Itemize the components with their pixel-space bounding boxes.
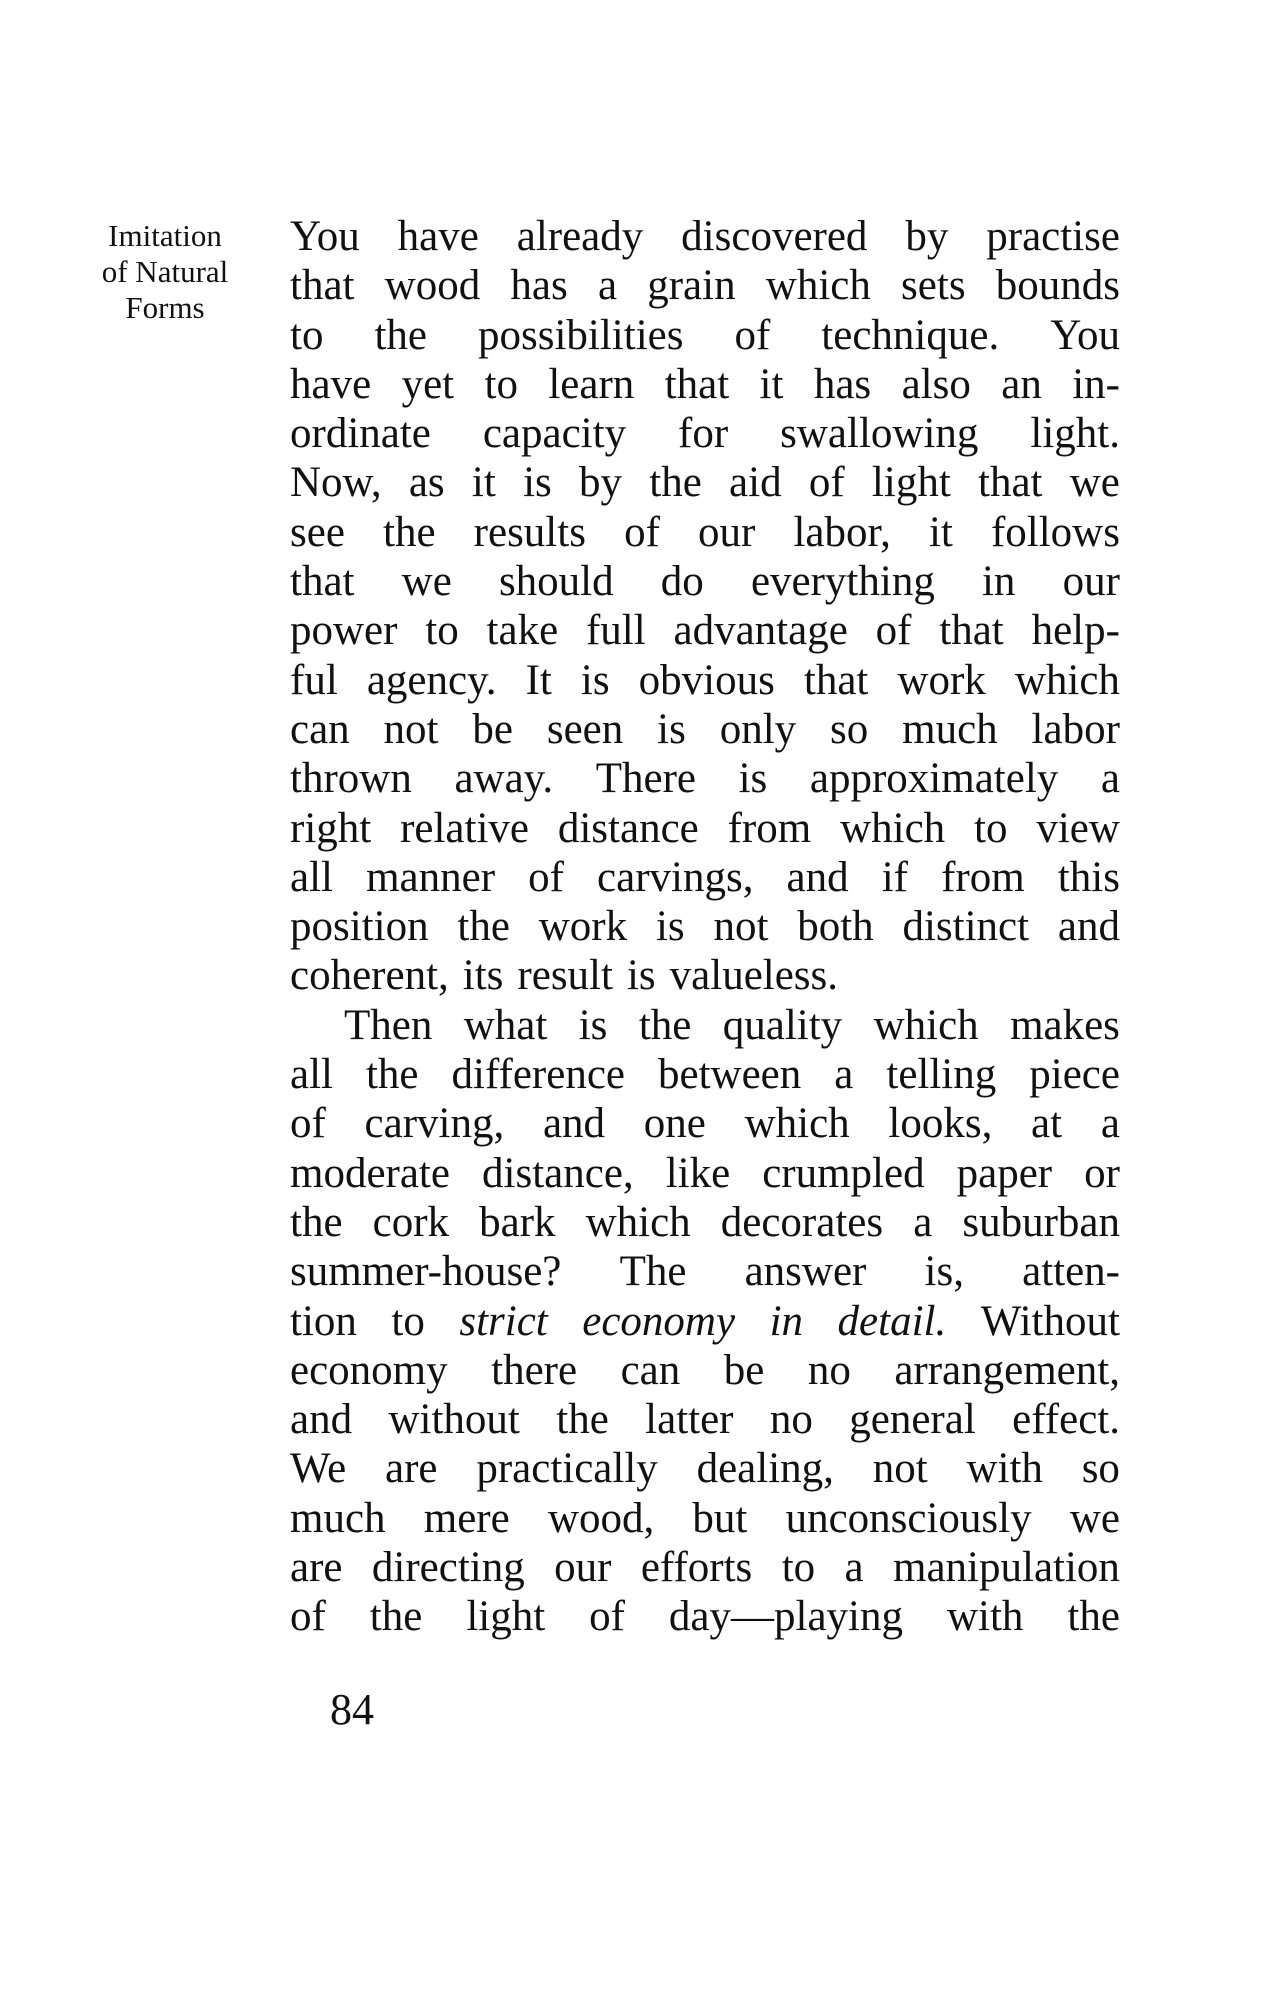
word: not [872,1445,928,1493]
word: we [401,558,452,606]
word: There [595,755,696,803]
word: and [542,1100,606,1148]
text-line [290,705,1120,754]
page-number: 84 [330,1685,374,1734]
word: technique. [821,311,1000,359]
word: which [1014,656,1120,704]
word: both [797,903,874,951]
word: all [290,1051,333,1099]
word: the [649,459,702,507]
word: that [290,262,355,310]
word: decorates [720,1198,884,1246]
word: that [803,656,869,704]
text-line [290,1099,1120,1148]
word: a [913,1198,933,1246]
word: one [643,1100,706,1148]
word: view [1036,804,1120,852]
word: of [624,508,660,556]
word: efforts [640,1544,753,1592]
marginal-note-line: of Natural [101,254,229,289]
word: distance, [482,1149,634,1197]
word: crumpled [762,1149,925,1197]
word: much [902,705,998,753]
word: do [660,558,704,606]
word: of [290,1593,326,1641]
word: light [871,459,951,507]
word: Then [344,1001,433,1049]
word: the [383,508,436,556]
word: help- [1031,607,1120,655]
word: what [463,1001,548,1049]
word: and [786,853,849,901]
word: if [881,853,909,901]
word: have [290,360,372,408]
text-line [290,1543,1120,1592]
text-line [290,409,1120,458]
word: relative [400,804,529,852]
word: We [290,1445,347,1493]
word: Now, [290,459,382,507]
word: from [941,853,1025,901]
word: bark [479,1198,556,1246]
word: difference [451,1051,626,1099]
word: summer-house? [290,1248,562,1296]
word: its [462,952,504,1000]
word: our [554,1544,612,1592]
word: so [1081,1445,1120,1493]
word: has [813,360,872,408]
word: to [484,360,518,408]
word: general [849,1396,976,1444]
word: is [523,459,552,507]
word: a [844,1544,864,1592]
word: right [290,804,372,852]
word: by [579,459,622,507]
word: manner [366,853,496,901]
word: economy [582,1297,736,1345]
word: is [626,952,656,1000]
word: with [966,1445,1043,1493]
word: practise [986,213,1120,260]
word: we [1069,459,1120,507]
word: piece [1029,1051,1120,1099]
word: valueless. [669,952,839,1000]
word: without [388,1396,520,1444]
word: position [290,903,429,951]
word: is [738,755,768,803]
word: so [830,705,869,753]
word: there [491,1346,578,1394]
word: of [734,311,771,359]
word: the [290,1198,343,1246]
word: telling [886,1051,997,1099]
word: yet [401,360,455,408]
word: day—playing [668,1593,903,1641]
word: be [723,1346,765,1394]
word: which [585,1198,691,1246]
word: only [719,705,797,753]
word: work [538,903,628,951]
text-line [290,902,1120,951]
word: thrown [290,755,412,803]
word: an [1001,360,1042,408]
text-line [290,1592,1120,1641]
word: can [620,1346,681,1394]
word: advantage [673,607,848,655]
word: can [290,705,350,753]
word: power [290,607,398,655]
word: not [713,903,769,951]
text-line [290,261,1120,310]
marginal-note [70,218,260,326]
word: no [807,1346,851,1394]
word: the [1067,1593,1120,1641]
word: that [290,558,355,606]
word: tion [290,1297,357,1345]
text-line [290,853,1120,902]
text-line [290,1247,1120,1296]
word: a [597,262,618,310]
word: be [472,705,513,753]
word: results [473,508,586,556]
word: our [1062,558,1120,606]
word: of [290,1100,326,1148]
text-line [290,1001,1120,1050]
text-line [290,1149,1120,1198]
word: discovered [681,213,868,260]
word: arrangement, [894,1346,1120,1394]
word: which [840,804,946,852]
word: cork [372,1198,450,1246]
word: not [383,705,439,753]
word: it [471,459,496,507]
word: latter [645,1396,734,1444]
word: practically [476,1445,658,1493]
word: dealing, [696,1445,834,1493]
word: the [374,311,427,359]
word: is [655,903,685,951]
word: follows [990,508,1120,556]
word: labor, [793,508,891,556]
word: distinct [902,903,1030,951]
word: we [1069,1494,1120,1542]
word: should [498,558,614,606]
word: You [290,213,360,260]
word: bounds [995,262,1120,310]
word: is [657,705,686,753]
word: possibilities [478,311,684,359]
word: of [875,607,912,655]
text-line [290,360,1120,409]
text-line [290,1346,1120,1395]
word: and [290,1396,353,1444]
word: full [585,607,646,655]
word: mere [423,1494,510,1542]
word: coherent, [290,952,449,1000]
word: away. [454,755,554,803]
word: effect. [1012,1396,1120,1444]
word: labor [1031,705,1120,753]
word: no [769,1396,813,1444]
word: already [516,213,644,260]
word: carvings, [597,853,754,901]
word: between [658,1051,802,1099]
text-line [290,951,1120,1000]
text-line [290,754,1120,803]
word: from [727,804,812,852]
word: aid [729,459,782,507]
word: or [1084,1149,1120,1197]
text-line [290,508,1120,557]
word: to [391,1297,425,1345]
word: everything [750,558,935,606]
word: unconsciously [785,1494,1032,1542]
word: a [834,1051,854,1099]
word: is [578,1001,608,1049]
word: with [946,1593,1024,1641]
word: It [525,656,552,704]
word: which [765,262,871,310]
text-line [290,212,1120,261]
word: the [556,1396,609,1444]
word: for [678,410,729,458]
word: to [425,607,459,655]
word: suburban [962,1198,1120,1246]
word: detail. [837,1297,947,1345]
word: manipulation [893,1544,1120,1592]
word: it [928,508,953,556]
word: is, [924,1248,964,1296]
word: ful [290,656,338,704]
word: to [781,1544,816,1592]
word: of [589,1593,625,1641]
word: as [408,459,445,507]
word: approximately [809,755,1059,803]
word: the [369,1593,423,1641]
word: which [744,1100,850,1148]
word: in [981,558,1016,606]
word: have [397,213,479,260]
word: result [517,952,613,1000]
marginal-note-line: Forms [125,290,205,325]
word: grain [647,262,736,310]
word: atten- [1022,1248,1120,1296]
word: of [808,459,845,507]
word: wood, [547,1494,655,1542]
word: light [466,1593,546,1641]
word: that [939,607,1004,655]
word: also [901,360,971,408]
word: moderate [290,1149,450,1197]
text-line [290,1494,1120,1543]
word: ordinate [290,410,431,458]
word: but [692,1494,748,1542]
word: at [1031,1100,1063,1148]
word: to [290,311,324,359]
word: are [385,1445,438,1493]
text-line [290,1050,1120,1099]
text-line [290,804,1120,853]
word: that [978,459,1043,507]
text-line [290,656,1120,705]
word: seen [546,705,624,753]
text-line [290,311,1120,360]
word: in- [1072,360,1120,408]
word: Without [980,1297,1120,1345]
word: answer [744,1248,867,1296]
word: work [897,656,986,704]
word: obvious [638,656,775,704]
word: wood [384,262,481,310]
word: are [290,1544,343,1592]
word: learn [548,360,635,408]
text-line [290,606,1120,655]
word: directing [371,1544,525,1592]
word: a [1100,1100,1120,1148]
word: You [1050,311,1120,359]
word: the [638,1001,692,1049]
word: much [290,1494,386,1542]
word: light. [1030,410,1120,458]
text-line [290,458,1120,507]
text-line [290,557,1120,606]
word: this [1057,853,1120,901]
word: to [974,804,1008,852]
word: makes [1010,1001,1120,1049]
word: that [664,360,730,408]
word: sets [901,262,966,310]
text-line [290,1198,1120,1247]
word: the [457,903,510,951]
text-line [290,1444,1120,1493]
word: the [365,1051,419,1099]
word: all [290,853,333,901]
word: our [698,508,756,556]
word: it [759,360,784,408]
body-text [290,212,1120,1642]
text-line [290,1297,1120,1346]
word: looks, [888,1100,993,1148]
text-line [290,1395,1120,1444]
word: by [905,213,949,260]
word: and [1057,903,1120,951]
word: in [769,1297,804,1345]
word: a [1100,755,1120,803]
word: capacity [482,410,627,458]
word: has [510,262,568,310]
word: is [580,656,610,704]
word: swallowing [780,410,979,458]
word: which [873,1001,979,1049]
word: quality [722,1001,843,1049]
word: paper [956,1149,1053,1197]
word: take [486,607,559,655]
word: distance [557,804,699,852]
word: like [665,1149,731,1197]
marginal-note-line: Imitation [108,218,222,253]
word: economy [290,1346,448,1394]
word: agency. [366,656,497,704]
word: of [528,853,564,901]
word: carving, [364,1100,505,1148]
word: see [290,508,345,556]
word: strict [459,1297,548,1345]
word: The [619,1248,687,1296]
